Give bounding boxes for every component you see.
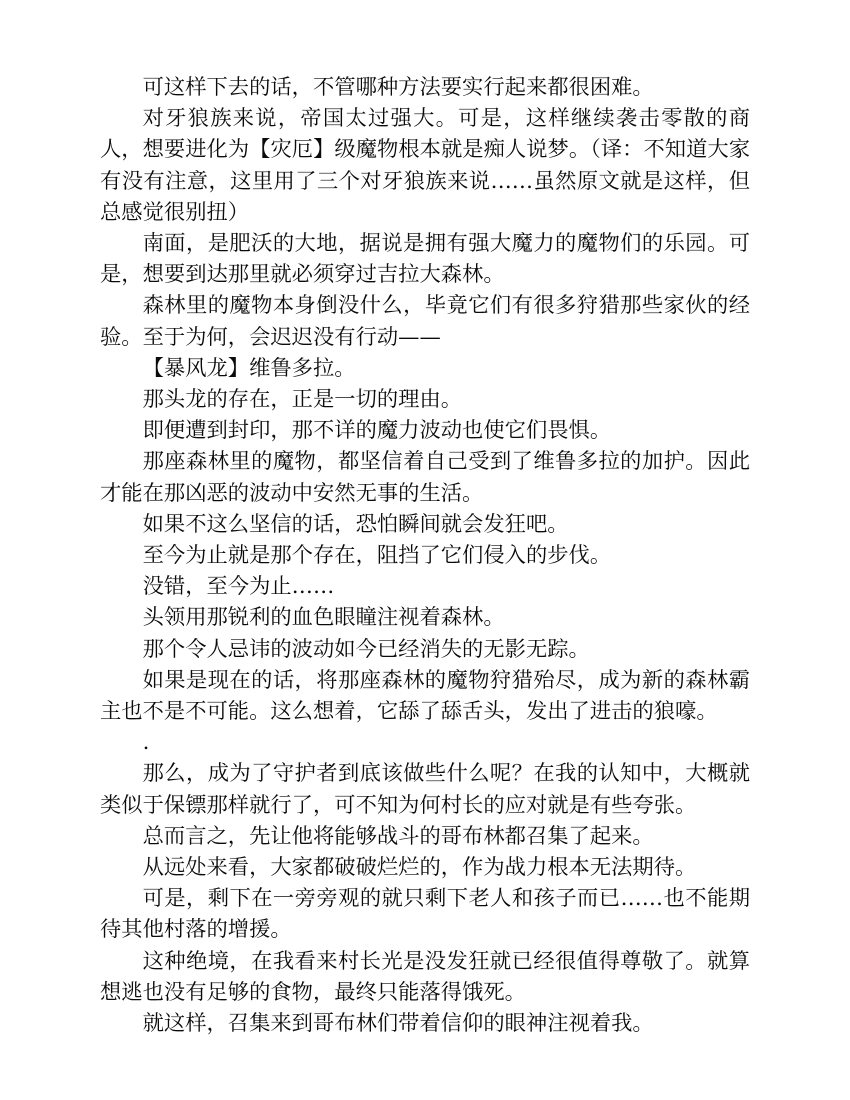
paragraph: 即便遭到封印，那不详的魔力波动也使它们畏惧。 (142, 418, 612, 444)
paragraph: 可这样下去的话，不管哪种方法要实行起来都很困难。 (142, 75, 654, 100)
paragraph: 总而言之，先让他将能够战斗的哥布林都召集了起来。 (142, 823, 654, 849)
paragraph: 这种绝境，在我看来村长光是没发狂就已经很值得尊敬了。就算想逃也没有足够的食物，最终只能落得饿死。 (100, 948, 750, 1005)
paragraph: 至今为止就是那个存在，阻挡了它们侵入的步伐。 (142, 543, 612, 569)
paragraph-separator-dot: . (142, 730, 150, 756)
paragraph: 可是，剩下在一旁旁观的就只剩下老人和孩子而已……也不能期待其他村落的增援。 (100, 886, 750, 943)
paragraph: 那座森林里的魔物，都坚信着自己受到了维鲁多拉的加护。因此才能在那凶恶的波动中安然无事的生活。 (100, 449, 750, 506)
paragraph: 如果是现在的话，将那座森林的魔物狩猎殆尽，成为新的森林霸主也不是不可能。这么想着，它舔了舔舌头，发出了进击的狼嚎。 (100, 667, 750, 725)
paragraph: 那头龙的存在，正是一切的理由。 (142, 387, 463, 413)
paragraph: 就这样，召集来到哥布林们带着信仰的眼神注视着我。 (142, 1011, 654, 1037)
paragraph: 森林里的魔物本身倒没什么，毕竟它们有很多狩猎那些家伙的经验。至于为何，会迟迟没有行动—— (100, 293, 750, 350)
paragraph: 如果不这么坚信的话，恐怕瞬间就会发狂吧。 (142, 511, 569, 537)
paragraph: 南面，是肥沃的大地，据说是拥有强大魔力的魔物们的乐园。可是，想要到达那里就必须穿过吉拉大森林。 (100, 231, 750, 288)
paragraph: 头领用那锐利的血色眼瞳注视着森林。 (142, 605, 505, 631)
paragraph: 那么，成为了守护者到底该做些什么呢？在我的认知中，大概就类似于保镖那样就行了，可不知为何村长的应对就是有些夸张。 (100, 761, 750, 818)
paragraph: 【暴风龙】维鲁多拉。 (142, 355, 356, 381)
paragraph: 那个令人忌讳的波动如今已经消失的无影无踪。 (142, 636, 590, 662)
document-text-body (100, 72, 750, 1039)
paragraph: 没错，至今为止…… (142, 574, 335, 600)
paragraph: 从远处来看，大家都破破烂烂的，作为战力根本无法期待。 (142, 855, 697, 881)
paragraph: 对牙狼族来说，帝国太过强大。可是，这样继续袭击零散的商人，想要进化为【灾厄】级魔物根本就是痴人说梦。（译：不知道大家有没有注意，这里用了三个对牙狼族来说……虽然原文就是这样，但总感觉很别扭） (100, 106, 750, 225)
